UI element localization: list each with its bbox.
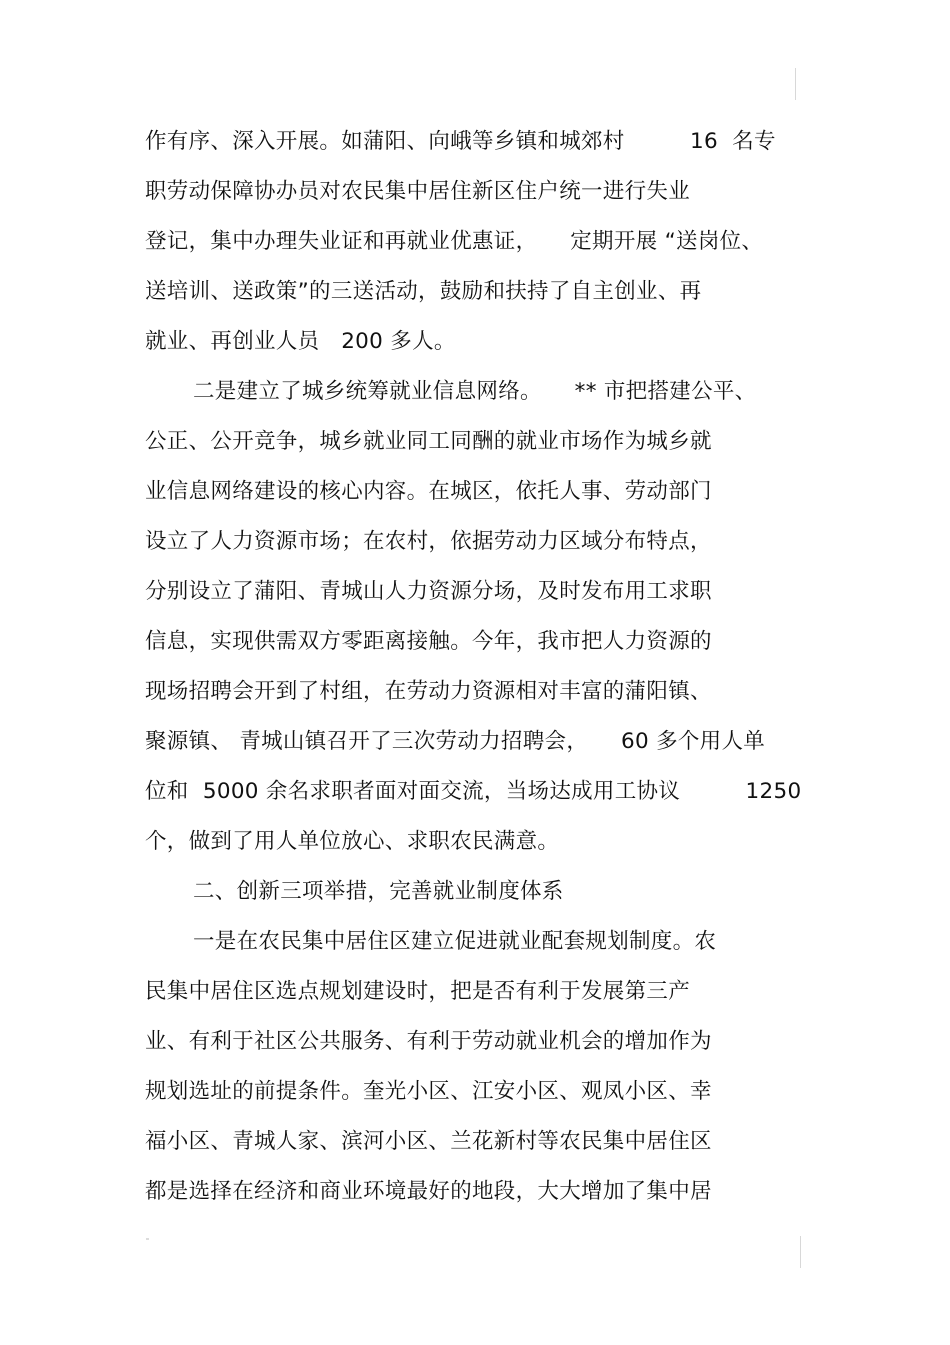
text-line-14: 位和 5000 余名求职者面对面交流，当场达成用工协议 1250: [145, 779, 802, 804]
section-heading: 二、创新三项举措，完善就业制度体系: [193, 879, 564, 904]
text-line-3: 登记，集中办理失业证和再就业优惠证， 定期开展 “送岗位、: [145, 229, 764, 254]
text-line-11: 信息，实现供需双方零距离接触。今年，我市把人力资源的: [145, 629, 712, 654]
page-edge-mark-dot: [146, 1238, 149, 1240]
text-line-7: 公正、公开竞争，城乡就业同工同酬的就业市场作为城乡就: [145, 429, 712, 454]
text-line-9: 设立了人力资源市场；在农村，依据劳动力区域分布特点，: [145, 529, 712, 554]
text-line-18: 民集中居住区选点规划建设时，把是否有利于发展第三产: [145, 979, 691, 1004]
text-line-15: 个，做到了用人单位放心、求职农民满意。: [145, 829, 560, 854]
text-line-1: 作有序、深入开展。如蒲阳、向峨等乡镇和城郊村 16 名专: [145, 129, 776, 154]
text-line-4: 送培训、送政策”的三送活动，鼓励和扶持了自主创业、再: [145, 279, 702, 304]
text-line-12: 现场招聘会开到了村组，在劳动力资源相对丰富的蒲阳镇、: [145, 679, 712, 704]
page-edge-mark-top: [795, 68, 796, 100]
paragraph-start-line-17: 一是在农民集中居住区建立促进就业配套规划制度。农: [193, 929, 717, 954]
text-line-8: 业信息网络建设的核心内容。在城区，依托人事、劳动部门: [145, 479, 712, 504]
text-line-2: 职劳动保障协办员对农民集中居住新区住户统一进行失业: [145, 179, 691, 204]
text-line-10: 分别设立了蒲阳、青城山人力资源分场，及时发布用工求职: [145, 579, 712, 604]
text-line-19: 业、有利于社区公共服务、有利于劳动就业机会的增加作为: [145, 1029, 712, 1054]
text-line-22: 都是选择在经济和商业环境最好的地段，大大增加了集中居: [145, 1179, 712, 1204]
page-edge-mark-bottom: [800, 1236, 801, 1268]
text-line-5: 就业、再创业人员 200 多人。: [145, 329, 456, 354]
paragraph-start-line-6: 二是建立了城乡统筹就业信息网络。 ** 市把搭建公平、: [193, 379, 757, 404]
text-line-21: 福小区、青城人家、滨河小区、兰花新村等农民集中居住区: [145, 1129, 712, 1154]
text-line-13: 聚源镇、 青城山镇召开了三次劳动力招聘会， 60 多个用人单: [145, 729, 766, 754]
text-line-20: 规划选址的前提条件。奎光小区、江安小区、观凤小区、幸: [145, 1079, 712, 1104]
